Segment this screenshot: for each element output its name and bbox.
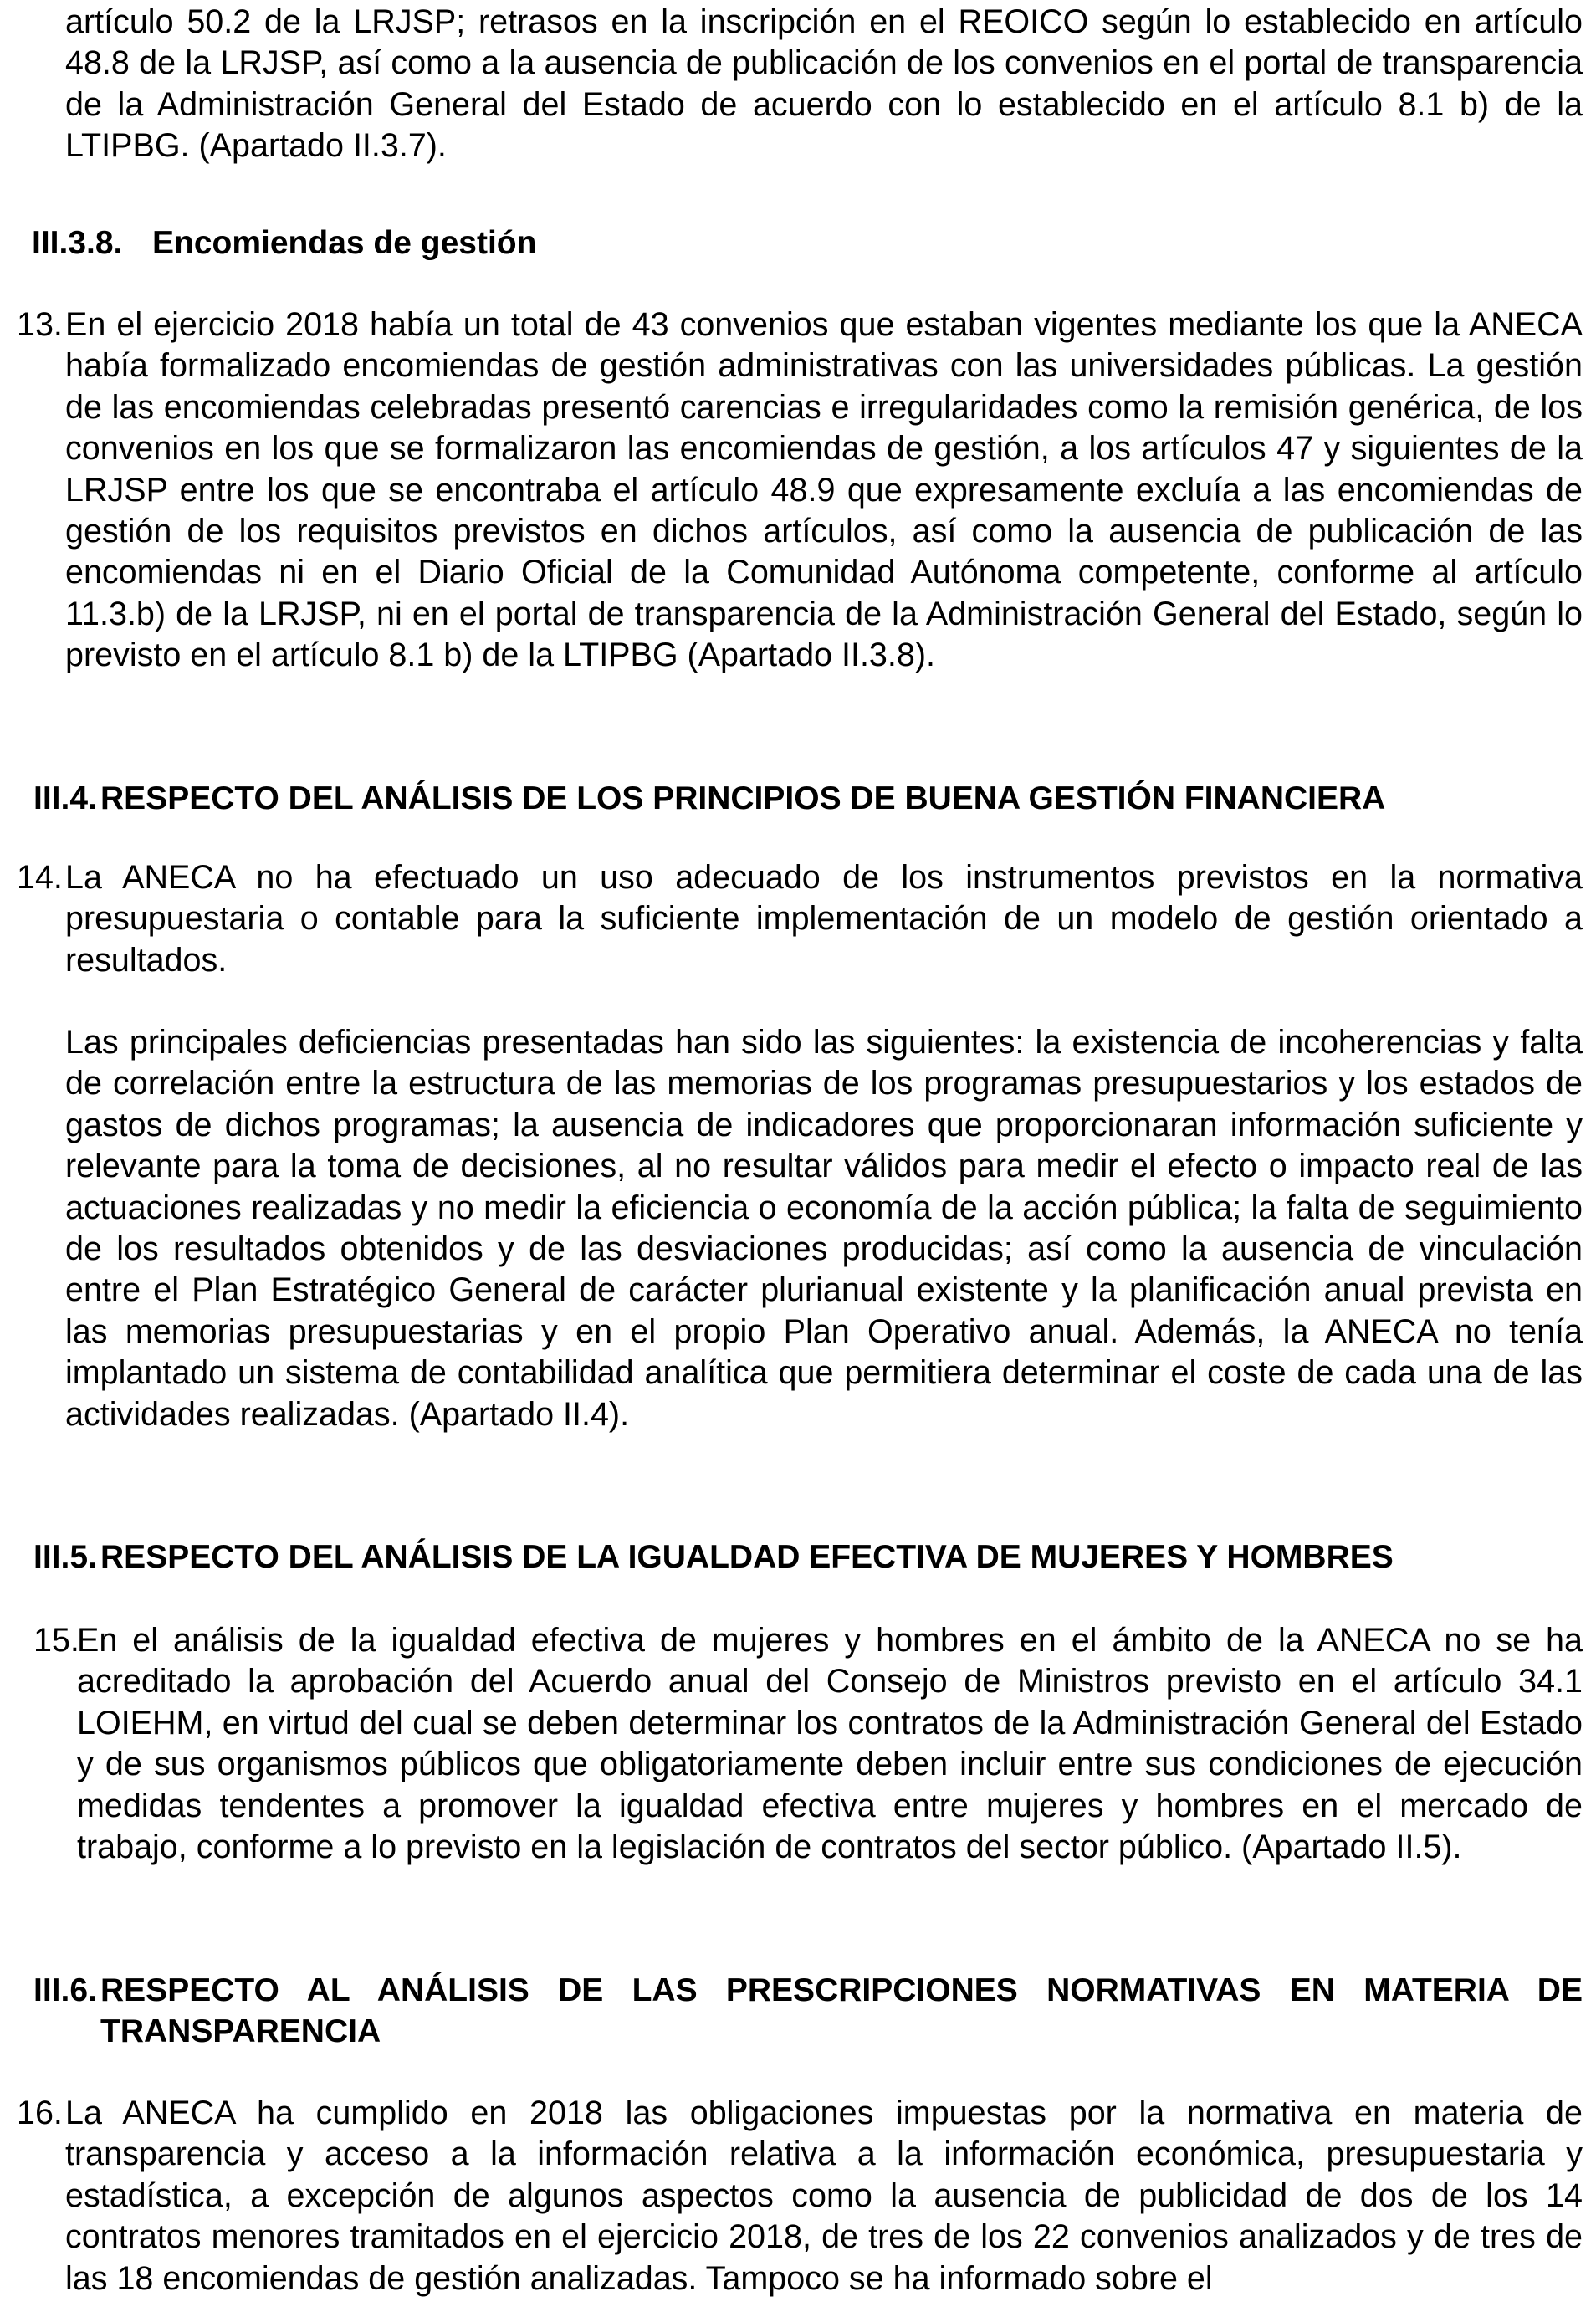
section-title: RESPECTO DEL ANÁLISIS DE LOS PRINCIPIOS DE BUENA GESTIÓN FINANCIERA: [100, 780, 1386, 816]
intro-paragraph: artículo 50.2 de la LRJSP; retrasos en la inscripción en el REOICO según lo establecido en artículo 48.8 de la LRJSP, así como a la ausencia de publicación de los convenios en el portal de transparencia de la Administración General del Estado de acuerdo con lo establecido en el artículo 8.1 b) de la LTIPBG. (Apartado II.3.7).: [65, 3, 1583, 165]
numbered-paragraph-15: 15. En el análisis de la igualdad efectiva de mujeres y hombres en el ámbito de la ANECA no se ha acreditado la aprobación del Acuerdo anual del Consejo de Ministros previsto en el artículo 34.1 LOIEHM, en virtud del cual se deben determinar los contratos de la Administración General del Estado y de sus organismos públicos que obligatoriamente deben incluir entre sus condiciones de ejecución medidas tendentes a promover la igualdad efectiva entre mujeres y hombres en el mercado de trabajo, conforme a lo previsto en la legislación de contratos del sector público. (Apartado II.5).: [33, 1620, 1583, 1868]
paragraph-text: En el análisis de la igualdad efectiva de mujeres y hombres en el ámbito de la ANECA no se ha acreditado la aprobación del Acuerdo anual del Consejo de Ministros previsto en el artículo 34.1 LOIEHM, en virtud del cual se deben determinar los contratos de la Administración General del Estado y de sus organismos públicos que obligatoriamente deben incluir entre sus condiciones de ejecución medidas tendentes a promover la igualdad efectiva entre mujeres y hombres en el mercado de trabajo, conforme a lo previsto en la legislación de contratos del sector público. (Apartado II.5).: [77, 1622, 1583, 1866]
section-heading-3-8: [32, 222, 1549, 263]
section-number: III.6.: [33, 1972, 97, 2008]
section-heading-5: [33, 1537, 1583, 1578]
section-number: III.3.8.: [32, 225, 123, 261]
numbered-paragraph-14: 14. La ANECA no ha efectuado un uso adecuado de los instrumentos previstos en la normativa presupuestaria o contable para la suficiente implementación de un modelo de gestión orientado a resultados.: [17, 857, 1583, 981]
paragraph-14-continuation-block: [65, 1022, 1583, 1435]
paragraph-text: En el ejercicio 2018 había un total de 43 convenios que estaban vigentes mediante los que la ANECA había formalizado encomiendas de gestión administrativas con las universidades públicas. La gestión de las encomiendas celebradas presentó carencias e irregularidades como la remisión genérica, de los convenios en los que se formalizaron las encomiendas de gestión, a los artículos 47 y siguientes de la LRJSP entre los que se encontraba el artículo 48.9 que expresamente excluía a las encomiendas de gestión de los requisitos previstos en dichos artículos, así como la ausencia de publicación de las encomiendas ni en el Diario Oficial de la Comunidad Autónoma competente, conforme al artículo 11.3.b) de la LRJSP, ni en el portal de transparencia de la Administración General del Estado, según lo previsto en el artículo 8.1 b) de la LTIPBG (Apartado II.3.8).: [65, 306, 1583, 674]
numbered-paragraph-16: 16. La ANECA ha cumplido en 2018 las obligaciones impuestas por la normativa en materia de transparencia y acceso a la información relativa a la información económica, presupuestaria y estadística, a excepción de algunos aspectos como la ausencia de publicidad de dos de los 14 contratos menores tramitados en el ejercicio 2018, de tres de los 22 convenios analizados y de tres de las 18 encomiendas de gestión analizadas. Tampoco se ha informado sobre el: [17, 2093, 1583, 2299]
section-heading-4: [33, 778, 1583, 819]
section-heading-6: [33, 1970, 1583, 2052]
paragraph-continuation: Las principales deficiencias presentadas han sido las siguientes: la existencia de incoherencias y falta de correlación entre la estructura de las memorias de los programas presupuestarios y los estados de gastos de dichos programas; la ausencia de indicadores que proporcionaran información suficiente y relevante para la toma de decisiones, al no resultar válidos para medir el efecto o impacto real de las actuaciones realizadas y no medir la eficiencia o economía de la acción pública; la falta de seguimiento de los resultados obtenidos y de las desviaciones producidas; así como la ausencia de vinculación entre el Plan Estratégico General de carácter plurianual existente y la planificación anual prevista en las memorias presupuestarias y en el propio Plan Operativo anual. Además, la ANECA no tenía implantado un sistema de contabilidad analítica que permitiera determinar el coste de cada una de las actividades realizadas. (Apartado II.4).: [65, 1024, 1583, 1433]
paragraph-text: La ANECA ha cumplido en 2018 las obligaciones impuestas por la normativa en materia de transparencia y acceso a la información relativa a la información económica, presupuestaria y estadística, a excepción de algunos aspectos como la ausencia de publicidad de dos de los 14 contratos menores tramitados en el ejercicio 2018, de tres de los 22 convenios analizados y de tres de las 18 encomiendas de gestión analizadas. Tampoco se ha informado sobre el: [65, 2094, 1583, 2297]
section-number: III.5.: [33, 1539, 97, 1575]
paragraph-text: La ANECA no ha efectuado un uso adecuado de los instrumentos previstos en la normativa presupuestaria o contable para la suficiente implementación de un modelo de gestión orientado a resultados.: [65, 859, 1583, 979]
section-title: RESPECTO AL ANÁLISIS DE LAS PRESCRIPCIONES NORMATIVAS EN MATERIA DE TRANSPARENCIA: [100, 1972, 1583, 2049]
intro-paragraph-block: [65, 2, 1583, 167]
numbered-paragraph-13: 13. En el ejercicio 2018 había un total de 43 convenios que estaban vigentes mediante los que la ANECA había formalizado encomiendas de gestión administrativas con las universidades públicas. La gestión de las encomiendas celebradas presentó carencias e irregularidades como la remisión genérica, de los convenios en los que se formalizaron las encomiendas de gestión, a los artículos 47 y siguientes de la LRJSP entre los que se encontraba el artículo 48.9 que expresamente excluía a las encomiendas de gestión de los requisitos previstos en dichos artículos, así como la ausencia de publicación de las encomiendas ni en el Diario Oficial de la Comunidad Autónoma competente, conforme al artículo 11.3.b) de la LRJSP, ni en el portal de transparencia de la Administración General del Estado, según lo previsto en el artículo 8.1 b) de la LTIPBG (Apartado II.3.8).: [17, 304, 1583, 677]
section-title: Encomiendas de gestión: [152, 225, 537, 261]
section-number: III.4.: [33, 780, 97, 816]
section-title: RESPECTO DEL ANÁLISIS DE LA IGUALDAD EFECTIVA DE MUJERES Y HOMBRES: [100, 1539, 1394, 1575]
